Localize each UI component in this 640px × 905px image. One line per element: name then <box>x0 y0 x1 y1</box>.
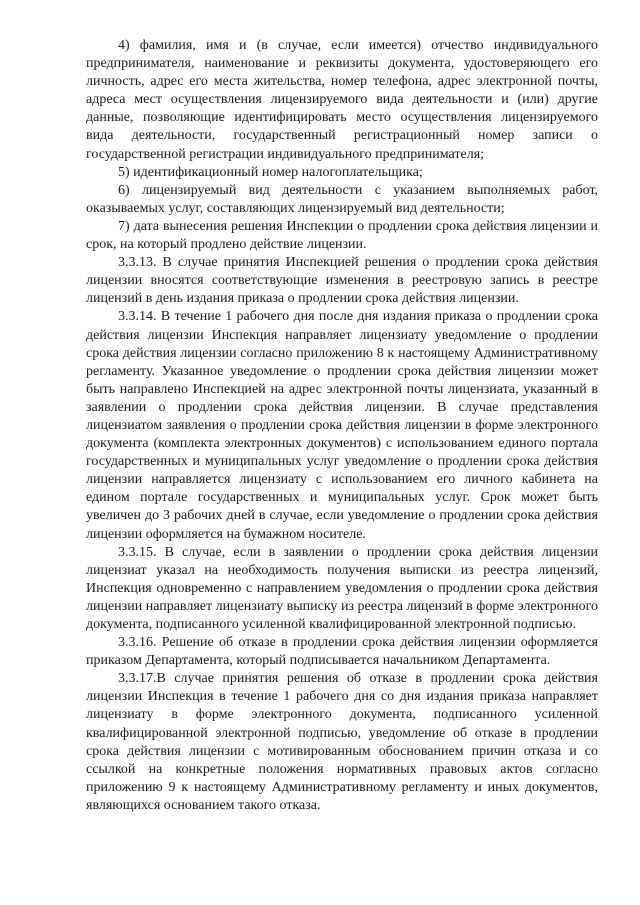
paragraph-item-7: 7) дата вынесения решения Инспекции о продлении срока действия лицензии и срок, на который продлено действие лицензии. <box>86 218 598 253</box>
paragraph-item-6: 6) лицензируемый вид деятельности с указанием выполняемых работ, оказываемых услуг, составляющих лицензируемый вид деятельности; <box>86 182 598 216</box>
paragraph-3-3-14: 3.3.14. В течение 1 рабочего дня после дня издания приказа о продлении срока действия лицензии Инспекция направляет лицензиату уведомление о продлении срока действия лицензии согласно приложению 8 к настоящему Административному регламенту. Указанное уведомление о продлении срока действия лицензии может быть направлено Инспекцией на адрес электронной почты лицензиата, указанный в заявлении о продлении срока действия лицензии. В случае представления лицензиатом заявления о продлении срока действия лицензии в форме электронного документа (комплекта электронных документов) с использованием единого портала государственных и муниципальных услуг уведомление о продлении срока действия лицензии направляется лицензиату с использованием его личного кабинета на едином портале государственных и муниципальных услуг. Срок может быть увеличен до 3 рабочих дней в случае, если уведомление о продлении срока действия лицензии оформляется на бумажном носителе. <box>86 309 598 542</box>
paragraph-3-3-13: 3.3.13. В случае принятия Инспекцией решения о продлении срока действия лицензии вносятся соответствующие изменения в реестровую запись в реестре лицензий в день издания приказа о продлении срока действия лицензии. <box>86 255 598 307</box>
paragraph-item-4: 4) фамилия, имя и (в случае, если имеется) отчество индивидуального предпринимателя, наименование и реквизиты документа, удостоверяющего его личность, адрес его места жительства, номер телефона, адрес электронной почты, адреса мест осуществления лицензируемого вида деятельности и (или) другие данные, позволяющие идентифицировать место осуществления лицензируемого вида деятельности, государственный регистрационный номер записи о государственной регистрации индивидуального предпринимателя; <box>86 38 598 162</box>
paragraph-3-3-16: 3.3.16. Решение об отказе в продлении срока действия лицензии оформляется приказом Департамента, который подписывается начальником Департамента. <box>86 635 598 669</box>
paragraph-3-3-17: 3.3.17.В случае принятия решения об отказе в продлении срока действия лицензии Инспекция в течение 1 рабочего дня со дня издания приказа направляет лицензиату в форме электронного документа, подписанного усиленной квалифицированной электронной подписью, уведомление об отказе в продлении срока действия лицензии с мотивированным обоснованием причин отказа и со ссылкой на конкретные положения нормативных правовых актов согласно приложению 9 к настоящему Административному регламенту и иных документов, являющихся основанием такого отказа. <box>86 671 598 813</box>
paragraph-3-3-15: 3.3.15. В случае, если в заявлении о продлении срока действия лицензии лицензиат указал на необходимость получения выписки из реестра лицензий, Инспекция одновременно с направлением уведомления о продлении срока действия лицензии направляет лицензиату выписку из реестра лицензий в форме электронного документа, подписанного усиленной квалифицированной электронной подписью. <box>86 544 598 632</box>
paragraph-item-5: 5) идентификационный номер налогоплательщика; <box>118 164 423 180</box>
